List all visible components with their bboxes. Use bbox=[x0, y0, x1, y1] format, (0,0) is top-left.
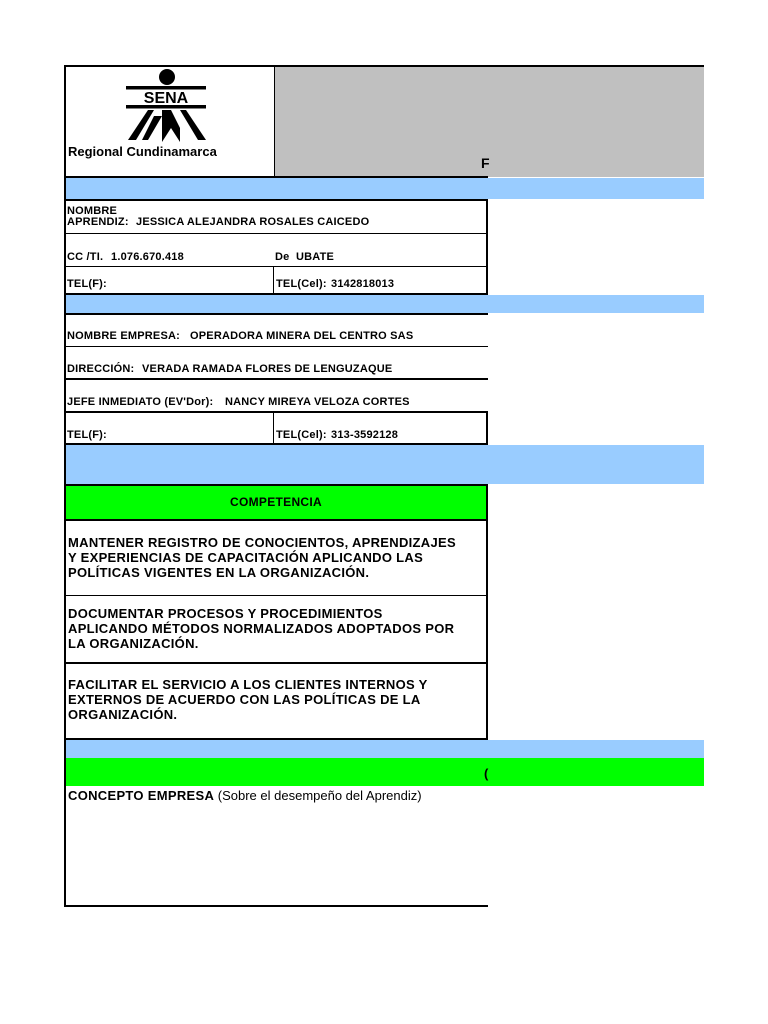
competencia-block-right bbox=[486, 521, 488, 740]
sena-logo bbox=[118, 68, 214, 144]
sena-logo-mark bbox=[118, 68, 214, 144]
concepto-label: CONCEPTO EMPRESA bbox=[68, 788, 215, 803]
sena-logo-text: SENA bbox=[143, 90, 189, 107]
row-divider bbox=[64, 233, 488, 234]
concepto-area[interactable] bbox=[66, 806, 486, 904]
row-divider bbox=[64, 346, 488, 347]
company-tel-top bbox=[64, 411, 488, 413]
competencia-item-3-line-2: EXTERNOS DE ACUERDO CON LAS POLÍTICAS DE LA bbox=[68, 692, 421, 707]
concepto-block-bottom bbox=[64, 905, 488, 907]
boss-label: JEFE INMEDIATO (EV'Dor): bbox=[67, 396, 214, 408]
concepto-note: (Sobre el desempeño del Aprendiz) bbox=[217, 788, 422, 803]
company-tel-cel-label: TEL(Cel): bbox=[276, 429, 327, 441]
company-tel-cel-value: 313-3592128 bbox=[331, 429, 399, 441]
company-name-value: OPERADORA MINERA DEL CENTRO SAS bbox=[190, 330, 414, 342]
de-value: UBATE bbox=[296, 251, 335, 263]
competencia-item-1-line-2: Y EXPERIENCIAS DE CAPACITACIÓN APLICANDO LAS bbox=[68, 550, 424, 565]
section-bar-aprendiz bbox=[66, 178, 704, 199]
competencia-header bbox=[64, 484, 488, 521]
company-block-top bbox=[64, 313, 488, 315]
header-title-cut-text: F bbox=[481, 155, 490, 171]
tel-cell-divider bbox=[273, 411, 274, 444]
competencia-item-2-line-2: APLICANDO MÉTODOS NORMALIZADOS ADOPTADOS POR bbox=[68, 621, 455, 636]
cc-value: 1.076.670.418 bbox=[111, 251, 184, 263]
company-tel-right bbox=[486, 411, 488, 445]
apprentice-tel-f-label: TEL(F): bbox=[67, 278, 107, 290]
competencia-item-1-line-1: MANTENER REGISTRO DE CONOCIENTOS, APRENDIZAJES bbox=[68, 535, 456, 550]
boss-value: NANCY MIREYA VELOZA CORTES bbox=[225, 396, 410, 408]
company-address-label: DIRECCIÓN: bbox=[67, 363, 135, 375]
apprentice-tel-cel-label: TEL(Cel): bbox=[276, 278, 327, 290]
apprentice-name-value: JESSICA ALEJANDRA ROSALES CAICEDO bbox=[136, 216, 370, 228]
section-bar-competencias bbox=[66, 445, 704, 484]
competencia-item-3 bbox=[68, 677, 428, 722]
concepto-green-bar bbox=[66, 758, 704, 786]
competencia-item-3-line-1: FACILITAR EL SERVICIO A LOS CLIENTES INTERNOS Y bbox=[68, 677, 428, 692]
competencia-item-1-line-3: POLÍTICAS VIGENTES EN LA ORGANIZACIÓN. bbox=[68, 565, 370, 580]
apprentice-block-top bbox=[64, 199, 488, 201]
competencia-item-2-line-3: LA ORGANIZACIÓN. bbox=[68, 636, 199, 651]
section-bar-concepto bbox=[66, 740, 704, 758]
row-divider bbox=[64, 595, 488, 596]
row-divider-thick bbox=[64, 378, 488, 380]
company-address-value: VERADA RAMADA FLORES DE LENGUZAQUE bbox=[142, 363, 393, 375]
apprentice-block-right bbox=[486, 199, 488, 295]
apprentice-tel-cel-value: 3142818013 bbox=[331, 278, 395, 290]
section-bar-empresa bbox=[66, 295, 704, 313]
company-tel-f-label: TEL(F): bbox=[67, 429, 107, 441]
competencia-item-3-line-3: ORGANIZACIÓN. bbox=[68, 707, 178, 722]
row-divider-thick bbox=[64, 662, 488, 664]
regional-label: Regional Cundinamarca bbox=[68, 144, 217, 159]
concepto-label-row bbox=[68, 788, 422, 803]
apprentice-name-label-2: APRENDIZ: bbox=[67, 216, 129, 228]
de-label: De bbox=[275, 251, 290, 263]
competencia-item-1 bbox=[68, 535, 456, 580]
competencia-item-2-line-1: DOCUMENTAR PROCESOS Y PROCEDIMIENTOS bbox=[68, 606, 383, 621]
competencia-header-label: COMPETENCIA bbox=[230, 495, 322, 509]
row-divider bbox=[64, 266, 488, 267]
cc-label: CC /TI. bbox=[67, 251, 104, 263]
company-name-label: NOMBRE EMPRESA: bbox=[67, 330, 181, 342]
concepto-green-bar-cut-text: ( bbox=[484, 766, 489, 781]
apprentice-name-label-1: NOMBRE bbox=[67, 205, 118, 217]
competencia-item-2 bbox=[68, 606, 454, 651]
tel-cell-divider bbox=[273, 266, 274, 294]
